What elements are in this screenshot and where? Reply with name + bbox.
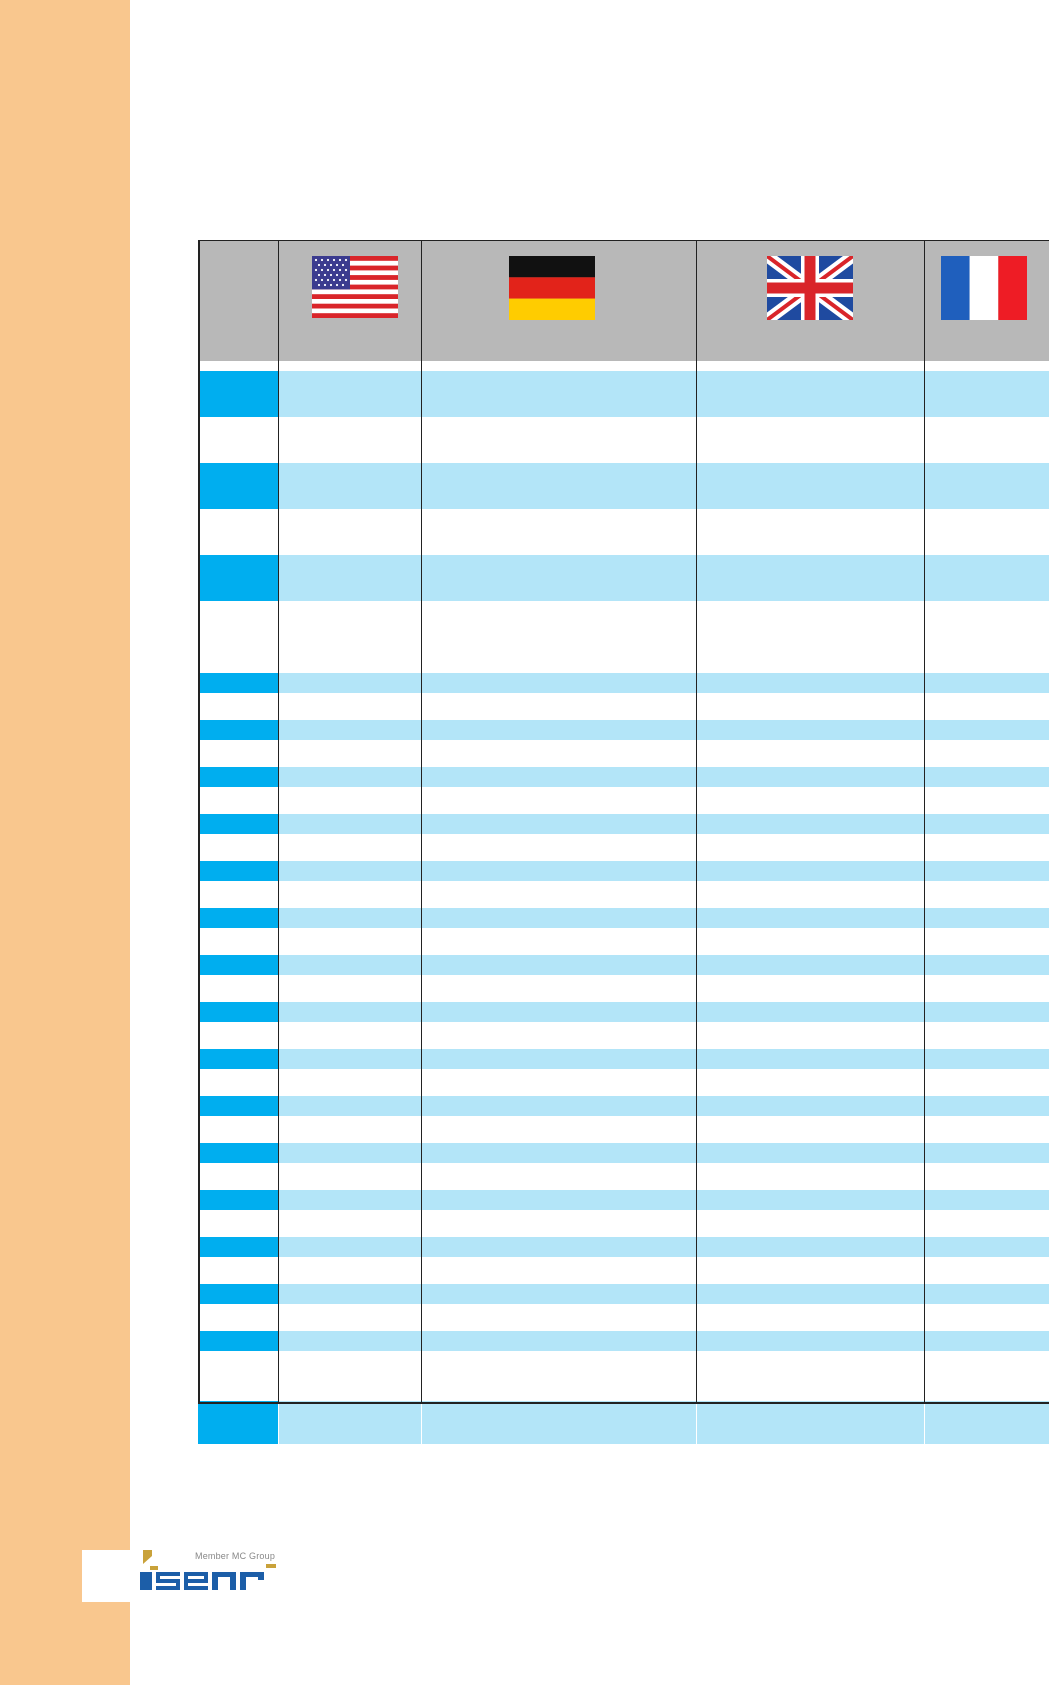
- row-value-cell: [697, 787, 924, 814]
- row-value-cell: [697, 1069, 924, 1096]
- row-value-cell: [279, 1331, 421, 1351]
- row-value-cell: [925, 767, 1049, 787]
- row-value-cell: [422, 834, 696, 861]
- row-value-cell: [697, 1351, 924, 1401]
- row-value-cell: [279, 1210, 421, 1237]
- table-row: [198, 555, 1049, 601]
- row-value-cell: [279, 787, 421, 814]
- uk-flag-icon: [767, 256, 853, 320]
- row-value-cell: [422, 1210, 696, 1237]
- row-index-cell: [198, 787, 278, 814]
- row-value-cell: [422, 555, 696, 601]
- row-value-cell: [697, 834, 924, 861]
- row-value-cell: [422, 720, 696, 740]
- row-value-cell: [422, 1284, 696, 1304]
- row-value-cell: [279, 1022, 421, 1049]
- row-value-cell: [279, 767, 421, 787]
- row-index-cell: [198, 1143, 278, 1163]
- row-index-cell: [198, 881, 278, 908]
- column-divider: [198, 240, 200, 1404]
- row-value-cell: [279, 1351, 421, 1401]
- row-value-cell: [925, 881, 1049, 908]
- row-value-cell: [279, 693, 421, 720]
- row-index-cell: [198, 1284, 278, 1304]
- row-value-cell: [925, 928, 1049, 955]
- row-value-cell: [925, 1237, 1049, 1257]
- company-logo: [140, 1550, 285, 1606]
- row-value-cell: [422, 601, 696, 673]
- row-value-cell: [925, 555, 1049, 601]
- table-row: [198, 463, 1049, 509]
- row-index-cell: [198, 1257, 278, 1284]
- row-value-cell: [697, 1049, 924, 1069]
- row-value-cell: [925, 834, 1049, 861]
- row-value-cell: [697, 601, 924, 673]
- row-value-cell: [422, 928, 696, 955]
- row-value-cell: [279, 1163, 421, 1190]
- header-uk: [697, 240, 924, 361]
- row-value-cell: [279, 1116, 421, 1143]
- table-row: [198, 417, 1049, 463]
- row-value-cell: [697, 740, 924, 767]
- table-row: [198, 509, 1049, 555]
- row-index-cell: [198, 861, 278, 881]
- table-row: [198, 371, 1049, 417]
- row-index-cell: [198, 693, 278, 720]
- row-index-cell: [198, 371, 278, 417]
- row-value-cell: [697, 673, 924, 693]
- row-value-cell: [697, 1143, 924, 1163]
- row-value-cell: [422, 740, 696, 767]
- row-value-cell: [697, 463, 924, 509]
- row-index-cell: [198, 1022, 278, 1049]
- header-germany: [422, 240, 696, 361]
- row-index-cell: [198, 814, 278, 834]
- table-row: [198, 908, 1049, 928]
- row-value-cell: [422, 463, 696, 509]
- row-value-cell: [422, 1002, 696, 1022]
- row-value-cell: [279, 955, 421, 975]
- row-value-cell: [422, 767, 696, 787]
- row-value-cell: [422, 1190, 696, 1210]
- germany-flag-icon: [509, 256, 595, 320]
- row-value-cell: [925, 861, 1049, 881]
- table-row: [198, 955, 1049, 975]
- row-index-cell: [198, 673, 278, 693]
- row-index-cell: [198, 1331, 278, 1351]
- row-value-cell: [925, 463, 1049, 509]
- row-value-cell: [279, 371, 421, 417]
- row-value-cell: [279, 1002, 421, 1022]
- row-index-cell: [198, 509, 278, 555]
- row-index-cell: [198, 1096, 278, 1116]
- row-value-cell: [279, 1304, 421, 1331]
- row-value-cell: [422, 1116, 696, 1143]
- table-row: [198, 1257, 1049, 1284]
- row-index-cell: [198, 555, 278, 601]
- row-value-cell: [279, 881, 421, 908]
- row-value-cell: [697, 955, 924, 975]
- row-value-cell: [422, 1257, 696, 1284]
- table-row: [198, 767, 1049, 787]
- row-value-cell: [925, 1116, 1049, 1143]
- row-value-cell: [697, 908, 924, 928]
- row-value-cell: [697, 928, 924, 955]
- row-value-cell: [925, 1284, 1049, 1304]
- row-value-cell: [279, 720, 421, 740]
- table-row: [198, 1022, 1049, 1049]
- row-value-cell: [925, 975, 1049, 1002]
- row-value-cell: [279, 673, 421, 693]
- table-row: [198, 1163, 1049, 1190]
- row-value-cell: [697, 1022, 924, 1049]
- header-france: [925, 240, 1049, 361]
- logo-tagline: Member MC Group: [195, 1551, 276, 1561]
- row-index-cell: [198, 1237, 278, 1257]
- table-row: [198, 1002, 1049, 1022]
- row-index-cell: [198, 1049, 278, 1069]
- row-index-cell: [198, 740, 278, 767]
- row-value-cell: [925, 1022, 1049, 1049]
- row-value-cell: [925, 1049, 1049, 1069]
- row-value-cell: [422, 814, 696, 834]
- row-value-cell: [697, 1284, 924, 1304]
- row-value-cell: [925, 1143, 1049, 1163]
- column-divider: [924, 240, 926, 1404]
- table-row: [198, 601, 1049, 673]
- row-index-cell: [198, 908, 278, 928]
- row-value-cell: [422, 1069, 696, 1096]
- comparison-table: [198, 240, 1049, 1404]
- table-row: [198, 881, 1049, 908]
- row-value-cell: [697, 720, 924, 740]
- row-value-cell: [697, 767, 924, 787]
- row-index-cell: [198, 417, 278, 463]
- row-value-cell: [925, 720, 1049, 740]
- row-index-cell: [198, 720, 278, 740]
- row-value-cell: [925, 1401, 1049, 1444]
- header-index: [198, 240, 278, 361]
- table-row: [198, 1284, 1049, 1304]
- table-row: [198, 673, 1049, 693]
- column-divider: [696, 240, 698, 1404]
- row-value-cell: [422, 1022, 696, 1049]
- row-value-cell: [925, 1210, 1049, 1237]
- row-value-cell: [279, 975, 421, 1002]
- row-index-cell: [198, 1401, 278, 1444]
- row-index-cell: [198, 1069, 278, 1096]
- row-value-cell: [697, 1190, 924, 1210]
- table-row: [198, 740, 1049, 767]
- table-row: [198, 814, 1049, 834]
- table-row: [198, 787, 1049, 814]
- row-value-cell: [279, 908, 421, 928]
- table-row: [198, 1304, 1049, 1331]
- column-divider: [278, 240, 280, 1404]
- row-value-cell: [697, 1163, 924, 1190]
- table-row: [198, 1331, 1049, 1351]
- header-usa: [279, 240, 421, 361]
- row-value-cell: [925, 417, 1049, 463]
- row-value-cell: [422, 1049, 696, 1069]
- row-value-cell: [697, 861, 924, 881]
- row-value-cell: [279, 555, 421, 601]
- row-index-cell: [198, 1190, 278, 1210]
- row-value-cell: [925, 1351, 1049, 1401]
- row-index-cell: [198, 1002, 278, 1022]
- row-value-cell: [925, 1190, 1049, 1210]
- row-value-cell: [925, 693, 1049, 720]
- row-value-cell: [422, 1143, 696, 1163]
- row-value-cell: [697, 881, 924, 908]
- row-value-cell: [925, 1069, 1049, 1096]
- row-value-cell: [279, 417, 421, 463]
- row-value-cell: [697, 417, 924, 463]
- table-row: [198, 1096, 1049, 1116]
- row-value-cell: [422, 693, 696, 720]
- row-index-cell: [198, 955, 278, 975]
- row-value-cell: [422, 371, 696, 417]
- row-value-cell: [925, 787, 1049, 814]
- row-value-cell: [422, 509, 696, 555]
- row-value-cell: [697, 975, 924, 1002]
- row-value-cell: [422, 955, 696, 975]
- row-value-cell: [697, 1401, 924, 1444]
- row-value-cell: [279, 1257, 421, 1284]
- table-row: [198, 1049, 1049, 1069]
- row-index-cell: [198, 1351, 278, 1401]
- row-value-cell: [279, 1069, 421, 1096]
- row-index-cell: [198, 1163, 278, 1190]
- row-value-cell: [925, 1304, 1049, 1331]
- row-value-cell: [697, 1002, 924, 1022]
- row-value-cell: [925, 955, 1049, 975]
- row-value-cell: [279, 814, 421, 834]
- row-value-cell: [697, 371, 924, 417]
- row-value-cell: [279, 1096, 421, 1116]
- row-value-cell: [422, 975, 696, 1002]
- table-row: [198, 861, 1049, 881]
- row-index-cell: [198, 1210, 278, 1237]
- table-row: [198, 1069, 1049, 1096]
- row-value-cell: [422, 1237, 696, 1257]
- table-row: [198, 1401, 1049, 1444]
- row-value-cell: [279, 509, 421, 555]
- row-value-cell: [925, 673, 1049, 693]
- row-value-cell: [925, 1163, 1049, 1190]
- row-index-cell: [198, 975, 278, 1002]
- row-index-cell: [198, 1116, 278, 1143]
- row-value-cell: [422, 908, 696, 928]
- table-row: [198, 1237, 1049, 1257]
- row-value-cell: [422, 1351, 696, 1401]
- row-value-cell: [925, 1002, 1049, 1022]
- table-row: [198, 1351, 1049, 1401]
- row-value-cell: [925, 371, 1049, 417]
- row-value-cell: [422, 787, 696, 814]
- row-value-cell: [422, 417, 696, 463]
- table-row: [198, 928, 1049, 955]
- row-value-cell: [925, 1096, 1049, 1116]
- row-value-cell: [422, 673, 696, 693]
- table-row: [198, 1116, 1049, 1143]
- row-value-cell: [279, 740, 421, 767]
- table-row: [198, 834, 1049, 861]
- table-bottom-border: [198, 1402, 1049, 1404]
- row-value-cell: [697, 1096, 924, 1116]
- row-value-cell: [697, 1331, 924, 1351]
- row-value-cell: [697, 1257, 924, 1284]
- table-row: [198, 1210, 1049, 1237]
- row-value-cell: [925, 601, 1049, 673]
- row-value-cell: [422, 881, 696, 908]
- row-value-cell: [279, 463, 421, 509]
- row-value-cell: [697, 509, 924, 555]
- row-value-cell: [925, 1257, 1049, 1284]
- row-value-cell: [422, 861, 696, 881]
- usa-flag-icon: [312, 256, 398, 318]
- row-value-cell: [279, 1049, 421, 1069]
- row-value-cell: [422, 1163, 696, 1190]
- side-band: [0, 0, 130, 1685]
- row-value-cell: [279, 928, 421, 955]
- row-index-cell: [198, 1304, 278, 1331]
- row-value-cell: [279, 1190, 421, 1210]
- table-row: [198, 1143, 1049, 1163]
- row-index-cell: [198, 601, 278, 673]
- row-value-cell: [697, 1304, 924, 1331]
- row-value-cell: [925, 814, 1049, 834]
- row-value-cell: [697, 555, 924, 601]
- column-divider: [421, 240, 423, 1404]
- row-value-cell: [925, 1331, 1049, 1351]
- row-value-cell: [422, 1401, 696, 1444]
- row-value-cell: [279, 861, 421, 881]
- table-row: [198, 975, 1049, 1002]
- row-value-cell: [697, 1116, 924, 1143]
- row-value-cell: [925, 509, 1049, 555]
- row-index-cell: [198, 928, 278, 955]
- row-value-cell: [925, 908, 1049, 928]
- row-value-cell: [925, 740, 1049, 767]
- row-index-cell: [198, 767, 278, 787]
- table-row: [198, 1190, 1049, 1210]
- row-value-cell: [422, 1331, 696, 1351]
- row-index-cell: [198, 463, 278, 509]
- row-value-cell: [422, 1304, 696, 1331]
- row-value-cell: [697, 1237, 924, 1257]
- logo-box: [82, 1550, 132, 1602]
- row-value-cell: [279, 1143, 421, 1163]
- row-value-cell: [697, 693, 924, 720]
- row-value-cell: [422, 1096, 696, 1116]
- row-value-cell: [279, 1284, 421, 1304]
- row-index-cell: [198, 834, 278, 861]
- row-value-cell: [279, 834, 421, 861]
- row-value-cell: [697, 814, 924, 834]
- row-value-cell: [279, 601, 421, 673]
- row-value-cell: [697, 1210, 924, 1237]
- table-row: [198, 720, 1049, 740]
- table-row: [198, 693, 1049, 720]
- row-value-cell: [279, 1401, 421, 1444]
- row-value-cell: [279, 1237, 421, 1257]
- france-flag-icon: [941, 256, 1027, 320]
